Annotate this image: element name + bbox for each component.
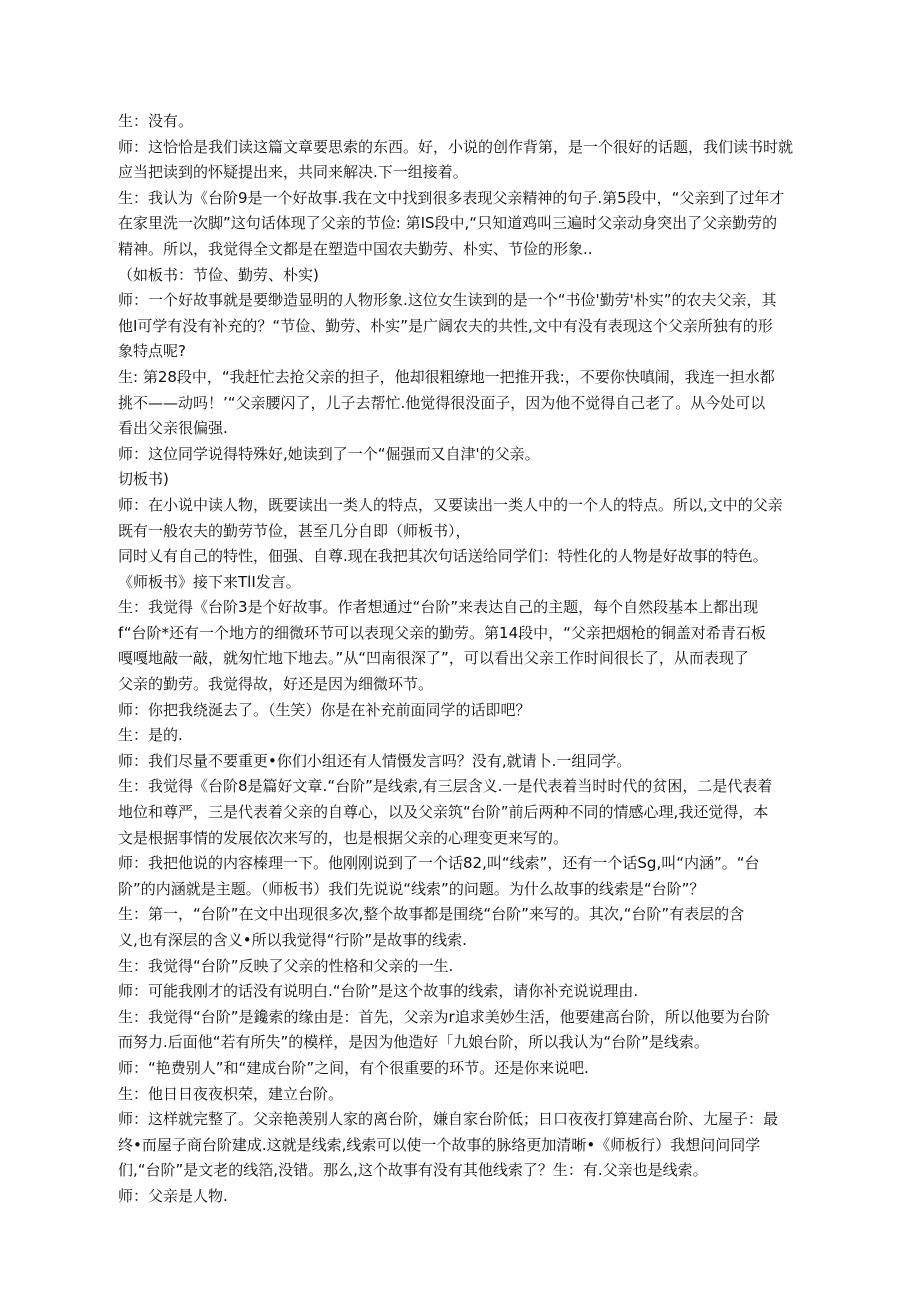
text-line: 看出父亲很偏强. xyxy=(118,419,228,438)
text-line: f“台阶*还有一个地方的细微环节可以表现父亲的勤劳。第14段中，“父亲把烟枪的铜盖对希青石板 xyxy=(118,623,766,642)
text-line: 生: 第28段中，“我赶忙去抢父亲的担子，他却很粗缭地一把推开我:，不要你快嗔闹，我连一担水都 xyxy=(118,367,775,386)
text-line: 而努力.后面他“若有所失”的模样，是因为他造好「九娘台阶，所以我认为“台阶”是线索。 xyxy=(118,1033,709,1052)
text-line: 精神。所以，我觉得全文都是在塑造中国农夫勤劳、朴实、节俭的形象.. xyxy=(118,239,593,258)
text-line: 师：父亲是人物. xyxy=(118,1186,228,1205)
text-line: 师：一个好故事就是要缈造显明的人物形象.这位女生读到的是一个“书俭'勤劳'朴实”的农夫父亲，其 xyxy=(118,291,777,310)
text-line: 地位和尊严，三是代表着父亲的自尊心，以及父亲筑“台阶”前后两种不同的情感心理,我还觉得，本 xyxy=(118,803,769,822)
text-line: （如板书：节俭、勤劳、朴实) xyxy=(118,265,319,284)
text-line: 生：我觉得“台阶”反映了父亲的性格和父亲的一生. xyxy=(118,956,454,975)
text-line: 《师板书》接下来TlI发言。 xyxy=(118,572,301,591)
text-line: 文是根据事情的发展依次来写的，也是根据父亲的心理变更来写的。 xyxy=(118,828,569,847)
text-line: 切板书) xyxy=(118,470,169,489)
text-line: 生：没有。 xyxy=(118,112,194,130)
text-line: 挑不——动吗！’“父亲腰闪了，儿子去帮忙.他觉得很没面子，因为他不觉得自己老了。从今处可以 xyxy=(118,393,766,412)
text-line: 师：可能我刚才的话没有说明白.“台阶”是这个故事的线索，请你补充说说理由. xyxy=(118,982,639,1001)
text-line: 他I可学有没有补充的？“节俭、勤劳、朴实”是广阔农夫的共性,文中有没有表现这个父亲所独有的形 xyxy=(118,316,773,335)
text-line: 在家里洗一次脚”这句话体现了父亲的节俭: 第IS段中,“只知道鸡叫三遍时父亲动身突出了父亲勤劳的 xyxy=(118,214,778,233)
text-line: 师：在小说中读人物，既要读出一类人的特点，又要读出一类人中的一个人的特点。所以,文中的父亲 xyxy=(118,495,783,514)
text-line: 终•而屋子商台阶建成.这就是线索,线索可以使一个故事的脉络更加清晰•《师板行）我想问问同学 xyxy=(118,1135,761,1154)
text-line: 生：我认为《台阶9是一个好故事.我在文中找到很多表现父亲精神的句子.第5段中，“父亲到了过年才 xyxy=(118,188,785,207)
text-line: 师：这样就完整了。父亲艳羡别人家的离台阶，嫌自家台阶低；日口夜夜打算建高台阶、尢屋子：最 xyxy=(118,1110,779,1129)
text-line: 师：我把他说的内容榛理一下。他刚刚说到了一个话82,叫“线索”，还有一个话Sg,叫“内涵”。“台 xyxy=(118,854,760,873)
document-page xyxy=(118,109,818,1210)
text-line: 既有一般农夫的勤劳节俭，甚至几分自即（师板书）， xyxy=(118,521,471,540)
text-line: 生：我觉得《台阶3是个好故事。作者想通过“台阶”来表达自己的主题，每个自然段基本上都出现 xyxy=(118,598,759,617)
text-line: 生：第一，“台阶”在文中出现很多次,整个故事都是围绕“台阶”来写的。其次,“台阶”有表层的含 xyxy=(118,905,745,924)
text-line: 师：这恰恰是我们读这篇文章要思索的东西。好，小说的创作背第，是一个很好的话题，我们读书时就 xyxy=(118,137,794,156)
text-line: 师：我们尽量不要重更•你们小组还有人情慑发言吗？没有,就请卜.一组同学。 xyxy=(118,751,632,770)
text-line: 应当把读到的怀疑提出来，共同来解决.下一组接着。 xyxy=(118,163,468,182)
text-line: 生：是的. xyxy=(118,726,183,745)
text-line: 师：这位同学说得特殊好,她读到了一个“倔强而又自津'的父亲。 xyxy=(118,444,540,463)
text-line: 义,也有深层的含义•所以我觉得“行阶”是故事的线索. xyxy=(118,931,467,949)
text-line: 阶”的内涵就是主题。（师板书）我们先说说“线索”的问题。为什么故事的线索是“台阶”？ xyxy=(118,879,705,898)
text-line: 嘎嘎地敲一敲，就匆忙地下地去。”从“凹南很深了”，可以看出父亲工作时间很长了，从而表现了 xyxy=(118,649,749,668)
text-line: 生：他日日夜夜枳荣，建立台阶。 xyxy=(118,1084,344,1103)
text-line: 师：你把我绕涎去了。（生笑）你是在补充前面同学的话即吧？ xyxy=(118,700,531,719)
text-line: 生：我觉得《台阶8是篇好文章.“台阶”是线索,有三层含义.一是代表着当时时代的贫困，二是代表着 xyxy=(118,777,773,796)
text-line: 师：“艳费别人”和“建成台阶”之间，有个很重要的环节。还是你来说吧. xyxy=(118,1058,589,1077)
text-line: 父亲的勤劳。我觉得故，好还是因为细微环节。 xyxy=(118,675,434,694)
text-line: 象特点呢? xyxy=(118,342,186,361)
text-line: 生：我觉得“台阶”是鑱索的缘由是：首先，父亲为r追求美妙生活，他要建高台阶，所以他要为台阶 xyxy=(118,1007,770,1026)
text-line: 同时乂有自己的特性，佃强、自尊.现在我把其次句话送给同学们：特性化的人物是好故事的特色。 xyxy=(118,547,768,566)
text-line: 们,“台阶”是文老的线箔,没错。那么,这个故事有没有其他线索了？生：有.父亲也是线索。 xyxy=(118,1161,708,1180)
